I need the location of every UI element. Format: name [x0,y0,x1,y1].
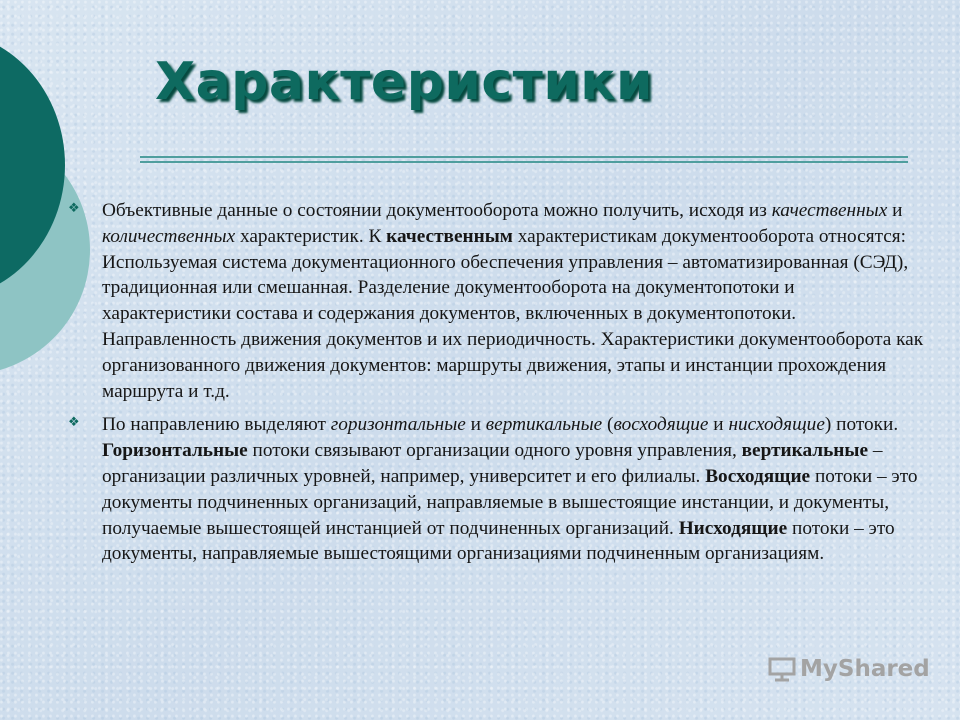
text-segment: качественным [386,225,513,247]
bullet-item [68,198,928,404]
text-segment: характеристик. К [235,225,387,247]
text-segment: – организации различных уровней, например, университет и его филиалы. [102,440,883,487]
text-segment: и [465,414,486,436]
bullet-text [102,198,928,404]
watermark [768,656,930,682]
text-segment: ( [602,414,614,436]
text-segment: Горизонтальные [102,440,248,462]
text-segment: качественных [771,200,888,221]
watermark-text: MyShared [800,656,930,682]
text-segment: вертикальные [741,440,869,462]
text-segment: потоки – это документы, направляемые вышестоящими организациями подчиненным организациям. [102,517,895,565]
diamond-bullet-icon: ❖ [68,415,80,431]
slide-title: Характеристики [155,52,653,112]
text-segment: вертикальные [485,414,603,436]
text-segment: количественных [102,225,236,247]
title-rule-top [140,156,908,158]
text-segment: По направлению выделяют [102,414,331,436]
text-segment: Объективные данные о состоянии документооборота можно получить, исходя из [102,200,772,221]
bullet-list [68,198,928,575]
diamond-bullet-icon: ❖ [68,201,80,216]
text-segment: ) потоки. [824,414,899,436]
projector-screen-icon [768,656,796,682]
title-rule-bottom [140,161,908,163]
text-segment: Восходящие [705,465,811,487]
text-segment: нисходящие [728,414,825,436]
text-segment: горизонтальные [330,414,466,436]
bullet-item [68,412,928,567]
text-segment: восходящие [613,414,709,436]
text-segment: характеристикам документооборота относятся: Используемая система документационного обеспечения управления – автоматизированная (СЭД), традиционная или смешанная. Разделение документооборота на документопотоки и характеристики состава и содержания документов, включенных в документопотоки. Направленность движения документов и их периодичность. Характеристики документооборота как организованного движения документов: маршруты движения, этапы и инстанции прохождения маршрута и т.д. [102,225,924,402]
text-segment: потоки связывают организации одного уровня управления, [247,440,742,462]
text-segment: и [887,200,903,221]
bullet-text [102,412,928,567]
text-segment: и [708,414,729,436]
text-segment: потоки – это документы подчиненных организаций, направляемые в вышестоящие инстанции, и документы, получаемые вышестоящей инстанцией от подчиненных организаций. [102,465,918,539]
text-segment: Нисходящие [678,517,788,539]
